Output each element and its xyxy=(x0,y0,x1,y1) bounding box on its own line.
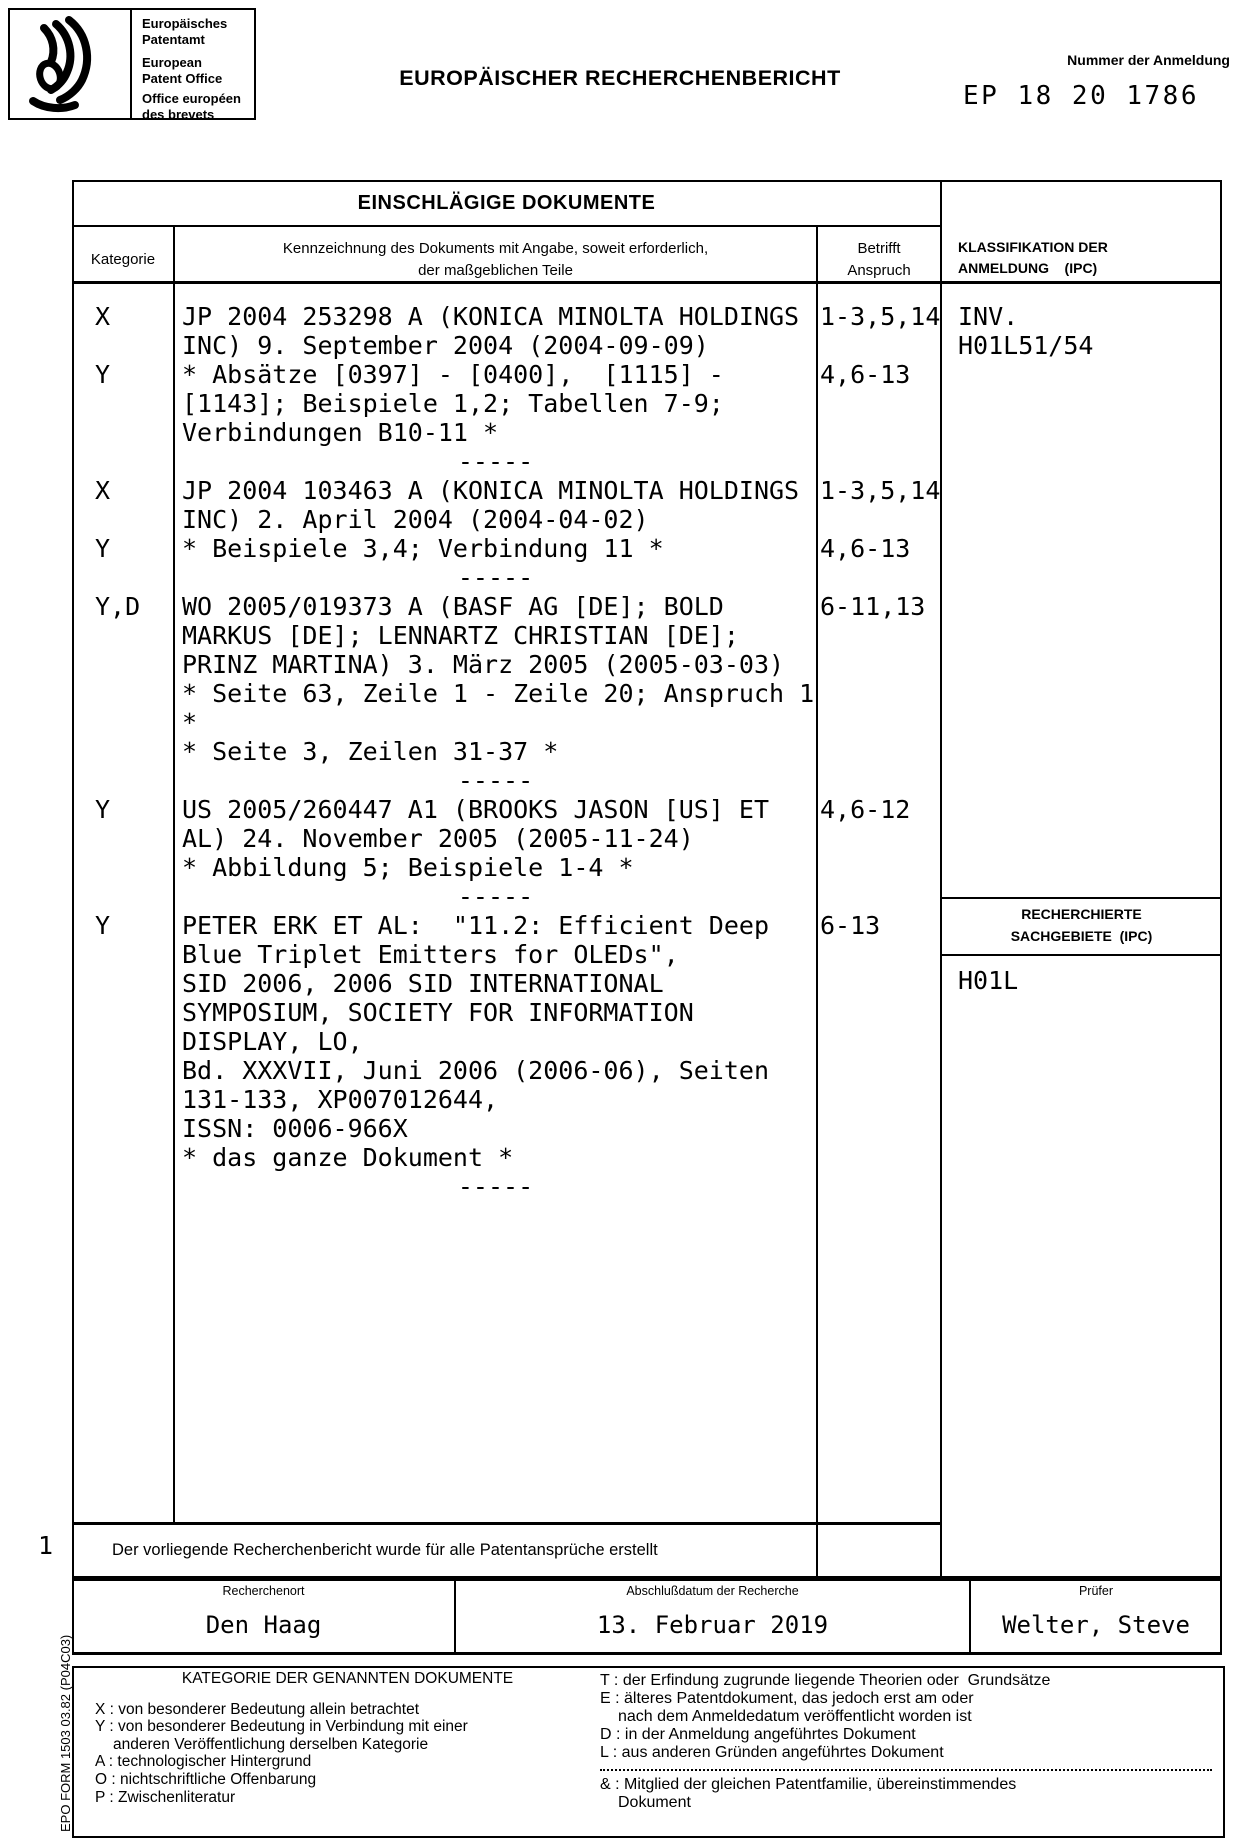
entry-separator-dashes: ----- xyxy=(457,563,534,592)
application-number: EP 18 20 1786 xyxy=(963,81,1199,111)
citation-text: US 2005/260447 A1 (BROOKS JASON [US] ET xyxy=(182,795,769,824)
citation-text: AL) 24. November 2005 (2005-11-24) xyxy=(182,824,694,853)
searched-fields-header-line1: RECHERCHIERTE xyxy=(1021,906,1142,922)
legend-right-item: E : älteres Patentdokument, das jedoch erst am oder xyxy=(600,1690,974,1707)
document-line xyxy=(72,505,1222,534)
citation-text: JP 2004 103463 A (KONICA MINOLTA HOLDINGS xyxy=(182,476,800,505)
category-value: X xyxy=(95,302,111,331)
office-name-french: Office européen des brevets xyxy=(142,91,241,122)
document-line xyxy=(72,650,1222,679)
office-name-english: European Patent Office xyxy=(142,55,223,86)
legend-title: KATEGORIE DER GENANNTEN DOKUMENTE xyxy=(181,1670,514,1687)
citation-text: * Seite 3, Zeilen 31-37 * xyxy=(182,737,559,766)
searched-fields-header-line2: SACHGEBIETE (IPC) xyxy=(1010,928,1153,944)
column-header-kategorie: Kategorie xyxy=(90,251,156,268)
category-value: Y,D xyxy=(95,592,141,621)
title-row-bottom-line xyxy=(72,225,941,227)
relevant-claims-value: 4,6-12 xyxy=(820,795,911,824)
document-line xyxy=(72,679,1222,708)
column-header-kennzeichnung-line2: der maßgeblichen Teile xyxy=(418,262,573,279)
document-line xyxy=(72,998,1222,1027)
document-line xyxy=(72,882,1222,911)
classification-inv-label: INV. xyxy=(958,302,1019,331)
entry-separator-dashes: ----- xyxy=(457,447,534,476)
legend-right-column xyxy=(600,1672,1218,1812)
document-line xyxy=(72,911,1222,940)
legend-right-item: Dokument xyxy=(618,1794,691,1811)
document-line xyxy=(72,1143,1222,1172)
date-of-search-label: Abschlußdatum der Recherche xyxy=(626,1584,799,1598)
document-line xyxy=(72,795,1222,824)
document-lines xyxy=(72,302,1222,1201)
legend-left-item: O : nichtschriftliche Offenbarung xyxy=(95,1770,317,1788)
entry-separator-dashes: ----- xyxy=(457,766,534,795)
legend-left-item: Y : von besonderer Bedeutung in Verbindung mit einer xyxy=(95,1718,468,1736)
legend-right-item: T : der Erfindung zugrunde liegende Theorien oder Grundsätze xyxy=(600,1672,1051,1689)
citation-text: 131-133, XP007012644, xyxy=(182,1085,499,1114)
citation-text: SYMPOSIUM, SOCIETY FOR INFORMATION xyxy=(182,998,694,1027)
claims-row-divider-1 xyxy=(816,1522,818,1578)
citation-text: * das ganze Dokument * xyxy=(182,1143,514,1172)
column-header-kennzeichnung-line1: Kennzeichnung des Dokuments mit Angabe, soweit erforderlich, xyxy=(282,240,709,257)
citation-text: Blue Triplet Emitters for OLEDs", xyxy=(182,940,679,969)
body-bottom-line xyxy=(72,1522,941,1525)
document-line xyxy=(72,389,1222,418)
citation-text: * xyxy=(182,708,198,737)
citation-text: Verbindungen B10-11 * xyxy=(182,418,499,447)
category-value: Y xyxy=(95,360,111,389)
legend-left-item: P : Zwischenliteratur xyxy=(95,1788,236,1806)
legend-right-item: D : in der Anmeldung angeführtes Dokument xyxy=(600,1726,916,1743)
document-line xyxy=(72,331,1222,360)
legend-left-items xyxy=(95,1701,600,1807)
citation-text: * Beispiele 3,4; Verbindung 11 * xyxy=(182,534,664,563)
searched-fields-value: H01L xyxy=(958,966,1019,995)
citation-text: JP 2004 253298 A (KONICA MINOLTA HOLDINGS xyxy=(182,302,800,331)
citation-text: Bd. XXXVII, Juni 2006 (2006-06), Seiten xyxy=(182,1056,769,1085)
document-line xyxy=(72,360,1222,389)
document-line xyxy=(72,1172,1222,1201)
page-title: EUROPÄISCHER RECHERCHENBERICHT xyxy=(399,66,841,90)
citation-text: PRINZ MARTINA) 3. März 2005 (2005-03-03) xyxy=(182,650,785,679)
category-value: Y xyxy=(95,795,111,824)
category-value: X xyxy=(95,476,111,505)
column-header-betrifft-line2: Anspruch xyxy=(847,262,911,279)
column-header-klassifikation-line2: ANMELDUNG (IPC) xyxy=(958,260,1098,276)
citation-text: INC) 2. April 2004 (2004-04-02) xyxy=(182,505,649,534)
document-line xyxy=(72,940,1222,969)
legend-left-item: X : von besonderer Bedeutung allein betrachtet xyxy=(95,1700,420,1718)
document-line xyxy=(72,534,1222,563)
document-line xyxy=(72,563,1222,592)
legend-right-item: nach dem Anmeldedatum veröffentlicht worden ist xyxy=(618,1708,972,1725)
epo-logo-icon xyxy=(16,14,124,114)
category-value: Y xyxy=(95,534,111,563)
relevant-claims-value: 4,6-13 xyxy=(820,360,911,389)
document-line xyxy=(72,447,1222,476)
column-header-klassifikation-line1: KLASSIFIKATION DER xyxy=(958,239,1108,255)
legend-left-column xyxy=(95,1670,600,1806)
relevant-claims-value: 4,6-13 xyxy=(820,534,911,563)
legend-right-item: & : Mitglied der gleichen Patentfamilie, übereinstimmendes xyxy=(600,1776,1017,1793)
logo-box-divider xyxy=(130,8,132,120)
classification-ipc-class: H01L51/54 xyxy=(958,331,1094,360)
legend-right-item: L : aus anderen Gründen angeführtes Dokument xyxy=(600,1744,944,1761)
citation-text: * Absätze [0397] - [0400], [1115] - xyxy=(182,360,724,389)
header-row-bottom-line xyxy=(72,281,1222,284)
document-line xyxy=(72,418,1222,447)
citation-text: DISPLAY, LO, xyxy=(182,1027,363,1056)
legend-left-item: A : technologischer Hintergrund xyxy=(95,1753,312,1771)
document-line xyxy=(72,969,1222,998)
column-header-betrifft-line1: Betrifft xyxy=(857,240,901,257)
examiner-value: Welter, Steve xyxy=(1002,1611,1190,1639)
citation-text: MARKUS [DE]; LENNARTZ CHRISTIAN [DE]; xyxy=(182,621,739,650)
category-value: Y xyxy=(95,911,111,940)
document-line xyxy=(72,708,1222,737)
document-line xyxy=(72,853,1222,882)
legend-left-item: anderen Veröffentlichung derselben Kategorie xyxy=(113,1735,429,1753)
citation-text: PETER ERK ET AL: "11.2: Efficient Deep xyxy=(182,911,769,940)
document-line xyxy=(72,1114,1222,1143)
document-line xyxy=(72,476,1222,505)
document-line xyxy=(72,766,1222,795)
document-line xyxy=(72,621,1222,650)
examiner-label: Prüfer xyxy=(1078,1584,1114,1598)
document-line xyxy=(72,737,1222,766)
relevant-claims-value: 6-11,13 xyxy=(820,592,926,621)
form-identifier-vertical: EPO FORM 1503 03.82 (P04C03) xyxy=(58,1634,73,1832)
document-line xyxy=(72,592,1222,621)
citation-text: WO 2005/019373 A (BASF AG [DE]; BOLD xyxy=(182,592,724,621)
citation-text: INC) 9. September 2004 (2004-09-09) xyxy=(182,331,709,360)
citation-text: [1143]; Beispiele 1,2; Tabellen 7-9; xyxy=(182,389,724,418)
relevant-claims-value: 1-3,5,14 xyxy=(820,476,941,505)
document-line xyxy=(72,824,1222,853)
citation-text: * Seite 63, Zeile 1 - Zeile 20; Anspruch 1 xyxy=(182,679,815,708)
place-of-search-label: Recherchenort xyxy=(222,1584,305,1598)
date-of-search-value: 13. Februar 2019 xyxy=(596,1611,829,1639)
document-line xyxy=(72,1056,1222,1085)
citation-text: SID 2006, 2006 SID INTERNATIONAL xyxy=(182,969,664,998)
citation-text: * Abbildung 5; Beispiele 1-4 * xyxy=(182,853,634,882)
document-line xyxy=(72,1085,1222,1114)
document-line xyxy=(72,1027,1222,1056)
page-number: 1 xyxy=(38,1531,54,1560)
entry-separator-dashes: ----- xyxy=(457,882,534,911)
relevant-claims-value: 1-3,5,14 xyxy=(820,302,941,331)
office-name-german: Europäisches Patentamt xyxy=(142,16,228,47)
application-number-label: Nummer der Anmeldung xyxy=(1067,52,1230,68)
table-title: EINSCHLÄGIGE DOKUMENTE xyxy=(357,192,656,214)
claims-coverage-note: Der vorliegende Recherchenbericht wurde für alle Patentansprüche erstellt xyxy=(112,1541,658,1559)
relevant-claims-value: 6-13 xyxy=(820,911,881,940)
entry-separator-dashes: ----- xyxy=(457,1172,534,1201)
citation-text: ISSN: 0006-966X xyxy=(182,1114,408,1143)
place-of-search-value: Den Haag xyxy=(205,1611,322,1639)
document-line xyxy=(72,302,1222,331)
legend-dotted-separator xyxy=(600,1769,1212,1771)
